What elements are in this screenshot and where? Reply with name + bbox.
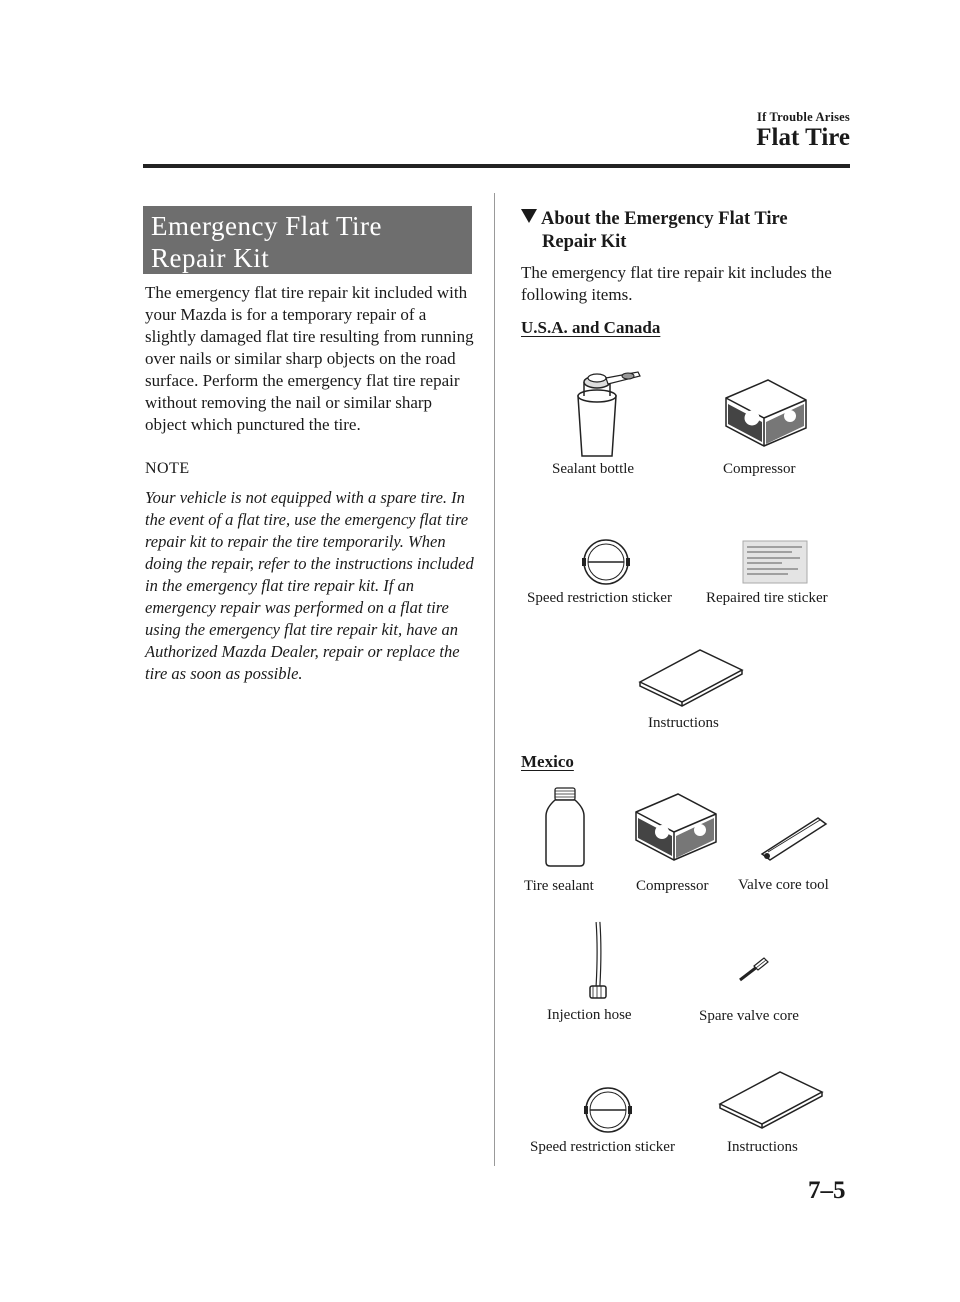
instructions-caption: Instructions bbox=[648, 715, 719, 731]
compressor-illustration bbox=[720, 376, 812, 450]
injection-hose-illustration bbox=[584, 920, 614, 1002]
subsection-heading bbox=[521, 208, 788, 254]
column-divider bbox=[494, 193, 495, 1166]
repaired-sticker-caption: Repaired tire sticker bbox=[706, 590, 828, 606]
valve-core-tool-caption: Valve core tool bbox=[738, 877, 829, 893]
tire-sealant-illustration bbox=[540, 786, 590, 868]
instructions-mexico-caption: Instructions bbox=[727, 1139, 798, 1155]
triangle-icon bbox=[521, 209, 537, 223]
spare-valve-core-caption: Spare valve core bbox=[699, 1008, 799, 1024]
sealant-bottle-illustration bbox=[560, 368, 650, 460]
compressor-mexico-caption: Compressor bbox=[636, 878, 709, 894]
spare-valve-core-illustration bbox=[736, 954, 772, 984]
note-title: NOTE bbox=[145, 460, 190, 477]
note-text: Your vehicle is not equipped with a spare tire. In the event of a flat tire, use the emergency flat tire repair kit to repair the tire temporarily. When doing the repair, refer to the instructions included in the emergency flat tire repair kit. If an emergency repair was performed on a flat tire using the emergency flat tire repair kit, have an Authorized Mazda Dealer, repair or replace the tire as soon as possible. bbox=[145, 488, 474, 683]
section-label: If Trouble Arises bbox=[757, 110, 850, 124]
tire-sealant-caption: Tire sealant bbox=[524, 878, 594, 894]
repaired-sticker-illustration bbox=[742, 540, 808, 584]
page-number: 7–5 bbox=[808, 1177, 846, 1204]
header-rule bbox=[143, 164, 850, 168]
heading-line-1: About the Emergency Flat Tire bbox=[541, 209, 788, 229]
mexico-label: Mexico bbox=[521, 752, 574, 771]
instructions-mexico-illustration bbox=[716, 1068, 826, 1130]
speed-sticker-caption: Speed restriction sticker bbox=[527, 590, 672, 606]
banner-line-2: Repair Kit bbox=[151, 243, 270, 273]
heading-line-2: Repair Kit bbox=[542, 232, 627, 252]
speed-sticker-mexico-illustration bbox=[582, 1084, 634, 1136]
compressor-mexico-illustration bbox=[630, 790, 722, 864]
speed-sticker-illustration bbox=[580, 536, 632, 588]
section-banner bbox=[143, 206, 472, 274]
page-title: Flat Tire bbox=[756, 124, 850, 151]
compressor-caption: Compressor bbox=[723, 461, 796, 477]
kit-intro: The emergency flat tire repair kit includes the following items. bbox=[521, 263, 832, 304]
usa-canada-label: U.S.A. and Canada bbox=[521, 318, 661, 337]
speed-sticker-mexico-caption: Speed restriction sticker bbox=[530, 1139, 675, 1155]
intro-paragraph: The emergency flat tire repair kit included with your Mazda is for a temporary repair of a slightly damaged flat tire resulting from running over nails or similar sharp objects on the road surface. Perform the emergency flat tire repair without removing the nail or similar sharp object which punctured the tire. bbox=[145, 283, 474, 434]
instructions-illustration bbox=[636, 646, 746, 708]
valve-core-tool-illustration bbox=[758, 812, 830, 862]
sealant-bottle-caption: Sealant bottle bbox=[552, 461, 635, 477]
banner-line-1: Emergency Flat Tire bbox=[151, 211, 382, 241]
injection-hose-caption: Injection hose bbox=[547, 1007, 632, 1023]
